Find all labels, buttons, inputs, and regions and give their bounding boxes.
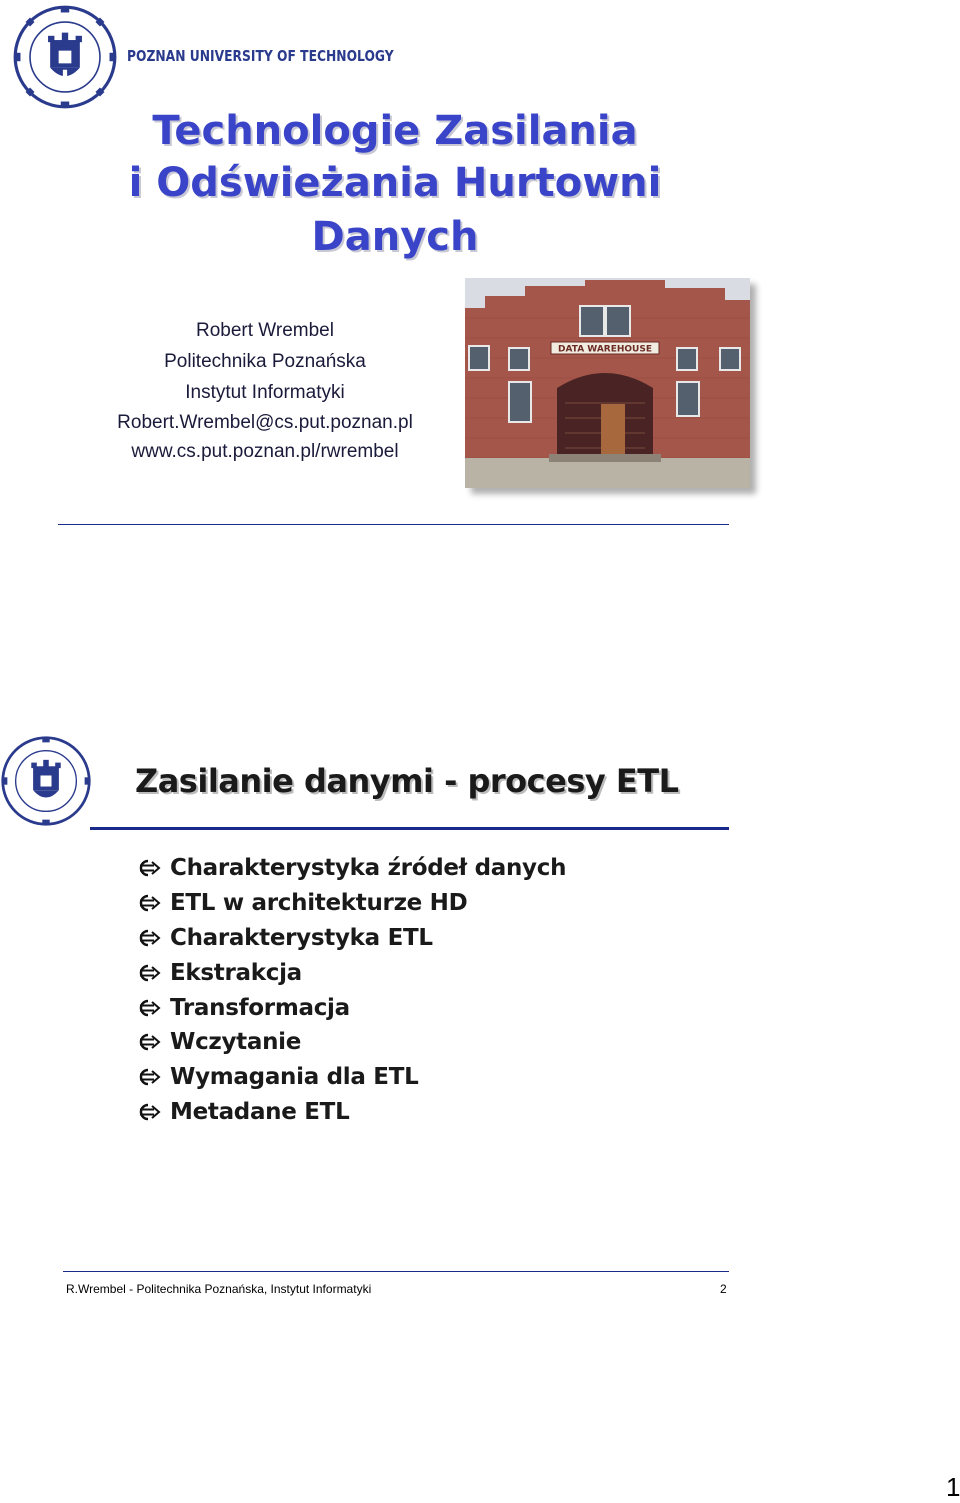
title-line-1: Technologie Zasilania <box>152 108 638 154</box>
arrow-bullet-icon <box>134 1030 170 1054</box>
university-name: POZNAN UNIVERSITY OF TECHNOLOGY <box>127 47 394 65</box>
slide2-title: Zasilanie danymi - procesy ETL <box>135 762 679 800</box>
footer-divider <box>63 1271 729 1272</box>
author-university: Politechnika Poznańska <box>164 351 366 372</box>
list-item-text: Charakterystyka ETL <box>170 924 433 951</box>
data-warehouse-photo <box>465 278 750 488</box>
list-item-text: Charakterystyka źródeł danych <box>170 855 567 882</box>
page-number: 1 <box>946 1472 960 1502</box>
list-item <box>134 1060 566 1095</box>
list-item-text: Wymagania dla ETL <box>170 1064 419 1091</box>
topic-list <box>134 851 566 1129</box>
list-item <box>134 1095 566 1130</box>
arrow-bullet-icon <box>134 961 170 985</box>
list-item-text: Transformacja <box>170 994 350 1021</box>
warehouse-sign-text: DATA WAREHOUSE <box>558 344 652 355</box>
slide1-divider <box>58 524 729 525</box>
title-line-3: Danych <box>311 214 479 260</box>
list-item <box>134 886 566 921</box>
author-website: www.cs.put.poznan.pl/rwrembel <box>131 441 399 462</box>
list-item-text: Metadane ETL <box>170 1098 350 1125</box>
slide2-title-underline <box>90 827 729 830</box>
slide-number: 2 <box>720 1282 727 1296</box>
list-item-text: Ekstrakcja <box>170 959 302 986</box>
slide-footer: R.Wrembel - Politechnika Poznańska, Instytut Informatyki <box>66 1282 372 1296</box>
title-line-2: i Odświeżania Hurtowni <box>128 160 662 206</box>
list-item <box>134 955 566 990</box>
university-logo-small <box>0 735 92 827</box>
list-item <box>134 921 566 956</box>
arrow-bullet-icon <box>134 1100 170 1124</box>
university-logo <box>12 4 118 110</box>
arrow-bullet-icon <box>134 856 170 880</box>
author-email: Robert.Wrembel@cs.put.poznan.pl <box>117 412 413 433</box>
list-item <box>134 1025 566 1060</box>
arrow-bullet-icon <box>134 996 170 1020</box>
list-item <box>134 990 566 1025</box>
arrow-bullet-icon <box>134 926 170 950</box>
arrow-bullet-icon <box>134 891 170 915</box>
arrow-bullet-icon <box>134 1065 170 1089</box>
list-item-text: ETL w architekturze HD <box>170 890 468 917</box>
list-item-text: Wczytanie <box>170 1029 302 1056</box>
author-institute: Instytut Informatyki <box>185 382 345 403</box>
author-name: Robert Wrembel <box>196 320 334 341</box>
list-item <box>134 851 566 886</box>
